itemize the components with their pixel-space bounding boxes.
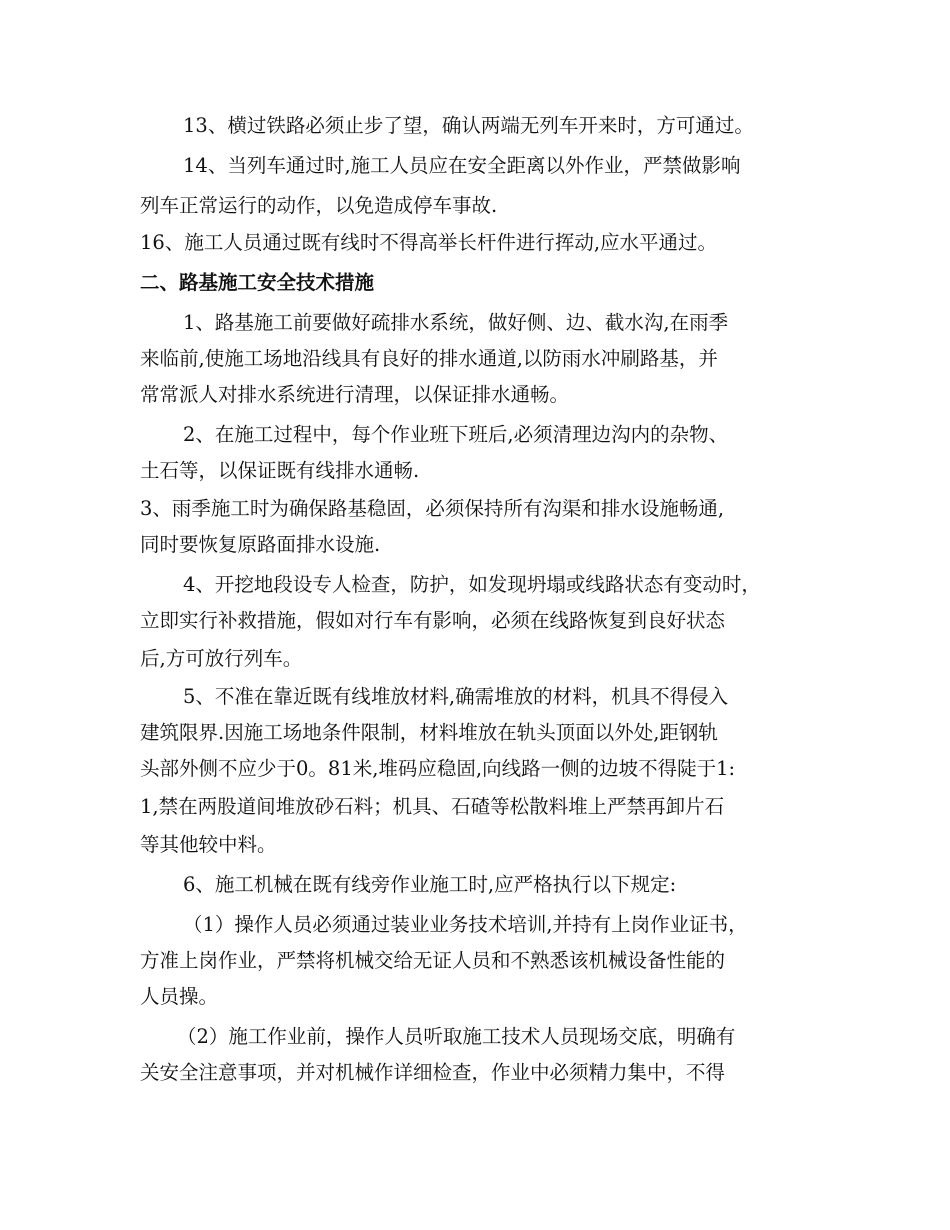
text-line: 土石等，以保证既有线排水通畅. [140,459,420,482]
text-line: 列车正常运行的动作，以免造成停车事故. [140,194,498,217]
text-line: 3、雨季施工时为确保路基稳固，必须保持所有沟渠和排水设施畅通, [140,497,725,520]
text-line: 5、不准在靠近既有线堆放材料,确需堆放的材料，机具不得侵入 [183,685,729,708]
section-heading: 二、路基施工安全技术措施 [140,271,375,294]
text-line: 1、路基施工前要做好疏排水系统，做好侧、边、截水沟,在雨季 [183,311,729,334]
text-line: 方准上岗作业，严禁将机械交给无证人员和不熟悉该机械设备性能的 [140,949,726,972]
text-line: 16、施工人员通过既有线时不得高举长杆件进行挥动,应水平通过。 [140,231,718,254]
text-line: 立即实行补救措施，假如对行车有影响，必须在线路恢复到良好状态 [140,609,726,632]
text-line: 同时要恢复原路面排水设施. [140,533,381,556]
text-line: 头部外侧不应少于0。81米,堆码应稳固,向线路一侧的边坡不得陡于1: [140,757,736,780]
text-line: 来临前,使施工场地沿线具有良好的排水通道,以防雨水冲刷路基，并 [140,347,718,370]
text-line: 13、横过铁路必须止步了望，确认两端无列车开来时，方可通过。 [183,114,754,137]
text-line: （2）施工作业前，操作人员听取施工技术人员现场交底，明确有 [177,1025,736,1048]
text-line: （1）操作人员必须通过装业业务技术培训,并持有上岗作业证书， [183,913,748,936]
text-line: 4、开挖地段设专人检查，防护，如发现坍塌或线路状态有变动时， [183,573,761,596]
text-line: 14、当列车通过时,施工人员应在安全距离以外作业，严禁做影响 [183,154,741,177]
text-line: 常常派人对排水系统进行清理，以保证排水通畅。 [140,383,570,406]
text-line: 2、在施工过程中，每个作业班下班后,必须清理边沟内的杂物、 [183,423,729,446]
text-line: 等其他较中料。 [140,833,277,856]
text-line: 1,禁在两股道间堆放砂石料；机具、石碴等松散料堆上严禁再卸片石 [140,795,725,818]
text-line: 6、施工机械在既有线旁作业施工时,应严格执行以下规定: [183,873,677,896]
text-line: 建筑限界.因施工场地条件限制，材料堆放在轨头顶面以外处,距钢轨 [140,721,718,744]
text-line: 人员操。 [140,985,219,1008]
text-line: 关安全注意事项，并对机械作详细检查，作业中必须精力集中，不得 [140,1061,726,1084]
text-line: 后,方可放行列车。 [140,647,303,670]
